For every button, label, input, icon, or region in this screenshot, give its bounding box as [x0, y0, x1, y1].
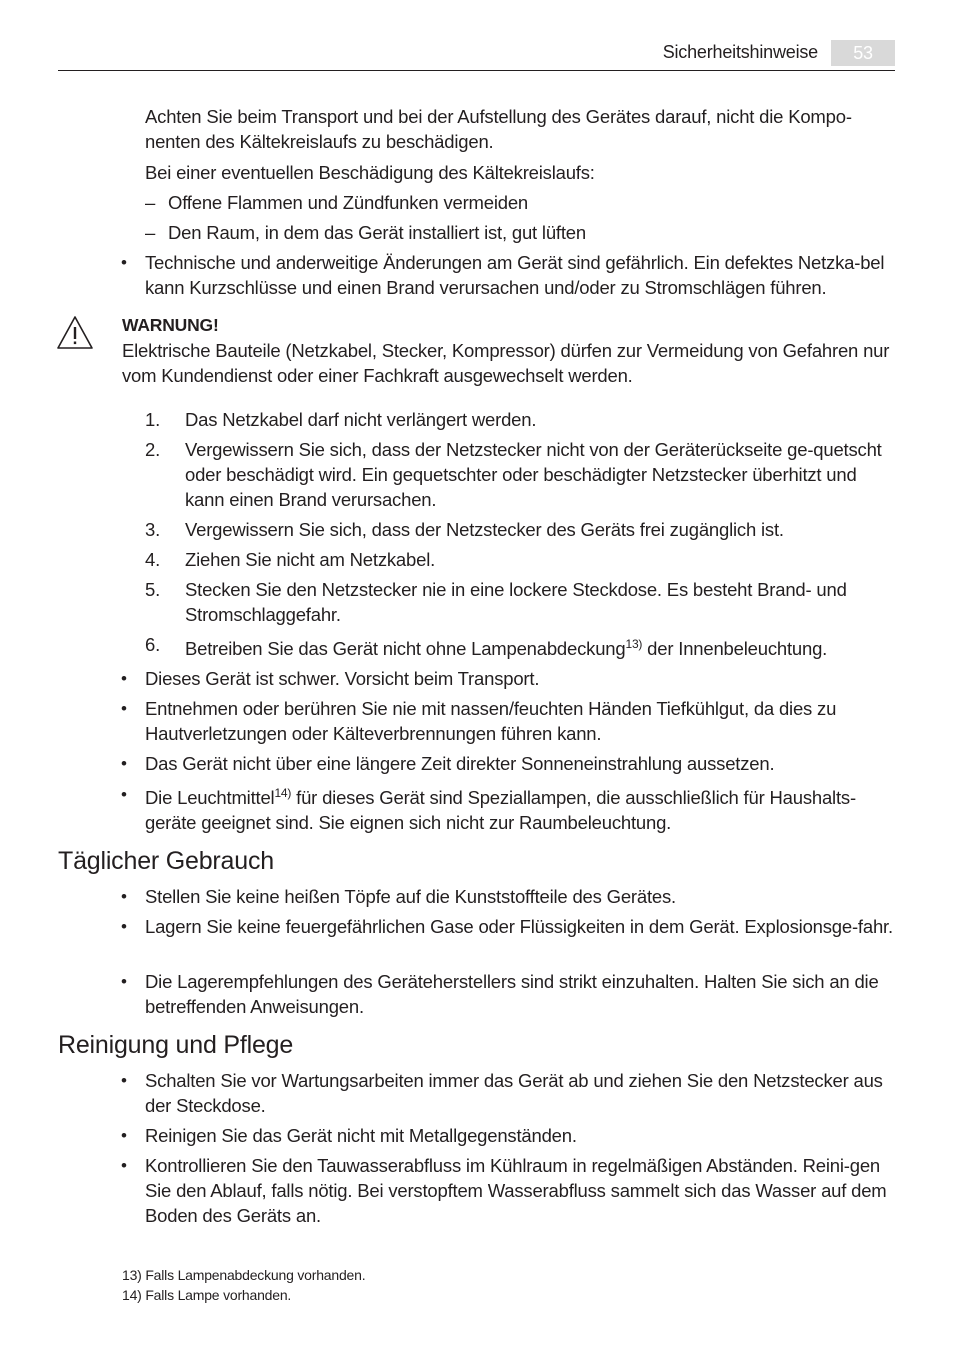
- numbered-item: Vergewissern Sie sich, dass der Netzstecker nicht von der Geräterückseite ge-quetscht oder beschädigt wird. Ein gequetschter oder beschädigter Netzstecker überhitzt und kann einen Brand verursachen.: [185, 439, 882, 510]
- bullet-item: Entnehmen oder berühren Sie nie mit nassen/feuchten Händen Tiefkühlgut, da dies zu Hautverletzungen oder Kälteverbrennungen führen kann.: [145, 698, 837, 744]
- bullet-marker: •: [121, 1156, 127, 1175]
- page-number: 53: [831, 40, 895, 66]
- bullet-marker: •: [121, 887, 127, 906]
- bullet-marker: •: [121, 785, 127, 804]
- running-header-title: Sicherheitshinweise: [662, 42, 818, 62]
- bullet-item: Schalten Sie vor Wartungsarbeiten immer das Gerät ab und ziehen Sie den Netzstecker aus der Steckdose.: [145, 1070, 883, 1116]
- list-number: 4.: [145, 549, 161, 570]
- list-number: 6.: [145, 634, 161, 655]
- bullet-item-text: für dieses Gerät sind Speziallampen, die ausschließlich für Haushalts-geräte geeignet sind. Sie eignen sich nicht zur Raumbeleuchtung.: [145, 787, 856, 833]
- bullet-item-text: Die Leuchtmittel: [145, 787, 275, 808]
- intro-paragraph: Achten Sie beim Transport und bei der Aufstellung des Gerätes darauf, nicht die Kompo-nenten des Kältekreislaufs zu beschädigen.: [145, 106, 852, 152]
- header-rule: [58, 70, 895, 71]
- list-number: 5.: [145, 579, 161, 600]
- section-heading-care: Reinigung und Pflege: [58, 1031, 294, 1059]
- dash-marker: –: [145, 192, 156, 213]
- warning-text: Elektrische Bauteile (Netzkabel, Stecker, Kompressor) dürfen zur Vermeidung von Gefahren nur vom Kundendienst oder einer Fachkraft ausgewechselt werden.: [122, 340, 890, 386]
- bullet-item: Kontrollieren Sie den Tauwasserabfluss im Kühlraum in regelmäßigen Abständen. Reini-gen Sie den Ablauf, falls nötig. Bei verstopftem Wasserabfluss sammelt sich das Wasser auf dem Boden des Geräts an.: [145, 1155, 887, 1226]
- bullet-item: Die Lagerempfehlungen des Geräteherstellers sind strikt einzuhalten. Halten Sie sich an die betreffenden Anweisungen.: [145, 971, 879, 1017]
- numbered-item: Das Netzkabel darf nicht verlängert werden.: [185, 409, 537, 430]
- numbered-item: Ziehen Sie nicht am Netzkabel.: [185, 549, 436, 570]
- bullet-item: Reinigen Sie das Gerät nicht mit Metallgegenständen.: [145, 1125, 577, 1146]
- bullet-marker: •: [121, 972, 127, 991]
- bullet-marker: •: [121, 699, 127, 718]
- numbered-item: Stecken Sie den Netzstecker nie in eine lockere Steckdose. Es besteht Brand- und Stromschlaggefahr.: [185, 579, 847, 625]
- numbered-item: [185, 636, 895, 661]
- bullet-marker: •: [121, 917, 127, 936]
- intro-paragraph: Bei einer eventuellen Beschädigung des Kältekreislaufs:: [145, 162, 595, 183]
- dash-list-item: Den Raum, in dem das Gerät installiert ist, gut lüften: [168, 222, 586, 243]
- footnote: 13) Falls Lampenabdeckung vorhanden.: [122, 1267, 366, 1283]
- footnote: 14) Falls Lampe vorhanden.: [122, 1287, 292, 1303]
- list-number: 1.: [145, 409, 161, 430]
- bullet-marker: •: [121, 754, 127, 773]
- bullet-item: Lagern Sie keine feuergefährlichen Gase oder Flüssigkeiten in dem Gerät. Explosionsge-fahr.: [145, 916, 893, 937]
- bullet-marker: •: [121, 1126, 127, 1145]
- bullet-marker: •: [121, 669, 127, 688]
- dash-list-item: Offene Flammen und Zündfunken vermeiden: [168, 192, 529, 213]
- warning-title: WARNUNG!: [122, 315, 219, 335]
- section-heading-daily-use: Täglicher Gebrauch: [58, 847, 274, 875]
- numbered-item: Vergewissern Sie sich, dass der Netzstecker des Geräts frei zugänglich ist.: [185, 519, 784, 540]
- footnote-ref: 13): [625, 637, 643, 651]
- bullet-item: [145, 785, 895, 835]
- bullet-item: Dieses Gerät ist schwer. Vorsicht beim Transport.: [145, 668, 540, 689]
- numbered-item-text: Betreiben Sie das Gerät nicht ohne Lampenabdeckung: [185, 638, 626, 659]
- footnote-ref: 14): [274, 786, 292, 800]
- bullet-item: Stellen Sie keine heißen Töpfe auf die Kunststoffteile des Gerätes.: [145, 886, 676, 907]
- dash-marker: –: [145, 222, 156, 243]
- bullet-marker: •: [121, 1071, 127, 1090]
- warning-triangle-icon: [56, 314, 94, 352]
- bullet-marker: •: [121, 253, 127, 272]
- numbered-item-text: der Innenbeleuchtung.: [642, 638, 828, 659]
- bullet-item: Das Gerät nicht über eine längere Zeit direkter Sonneneinstrahlung aussetzen.: [145, 753, 775, 774]
- list-number: 3.: [145, 519, 161, 540]
- list-number: 2.: [145, 439, 161, 460]
- warning-block: [122, 313, 895, 388]
- bullet-item: Technische und anderweitige Änderungen am Gerät sind gefährlich. Ein defektes Netzka-bel kann Kurzschlüsse und einen Brand verursachen und/oder zu Stromschlägen führen.: [145, 252, 885, 298]
